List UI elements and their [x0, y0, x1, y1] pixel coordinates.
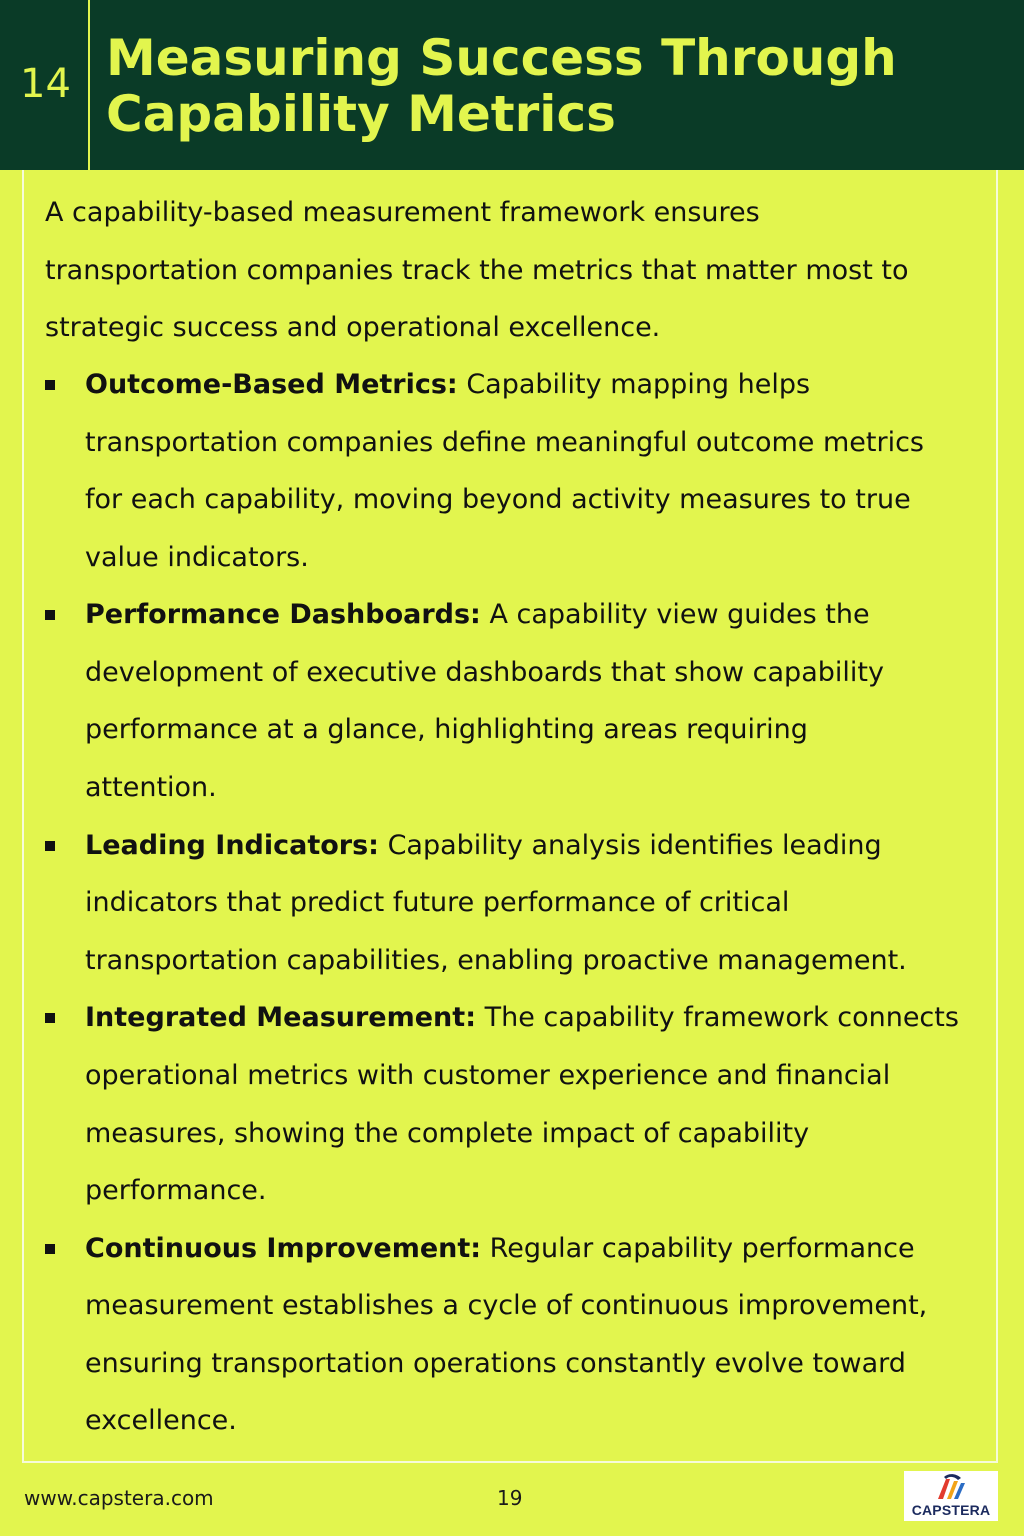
square-bullet-icon [45, 1013, 55, 1023]
bullet-5-line-2: measurement establishes a cycle of continuous improvement, [85, 1290, 928, 1321]
bullet-3-line-2: indicators that predict future performance of critical [85, 887, 790, 918]
logo-text: CAPSTERA [911, 1502, 991, 1518]
page-title-line-1: Measuring Success Through [106, 29, 897, 87]
bullet-5-line-1 [85, 1220, 915, 1278]
bullet-2-line-3: performance at a glance, highlighting areas requiring [85, 714, 808, 745]
bullet-3-first: Capability analysis identifies leading [378, 830, 882, 861]
bullet-5-line-4: excellence. [85, 1405, 237, 1436]
bullet-2-line-4: attention. [85, 772, 217, 803]
bullet-1-first: Capability mapping helps [457, 369, 811, 400]
bullet-4-label: Integrated Measurement: [85, 1002, 476, 1033]
bullet-2-first: A capability view guides the [480, 599, 870, 630]
bullet-4-line-3: measures, showing the complete impact of capability [85, 1118, 810, 1149]
bullet-5-line-3: ensuring transportation operations constantly evolve toward [85, 1348, 906, 1379]
capstera-logo-icon [934, 1473, 968, 1501]
page-header [0, 0, 1024, 170]
bullet-5-first: Regular capability performance [481, 1233, 915, 1264]
bullet-5-label: Continuous Improvement: [85, 1233, 482, 1264]
header-divider [88, 0, 90, 170]
bullet-4-line-4: performance. [85, 1175, 267, 1206]
bullet-1-line-4: value indicators. [85, 542, 309, 573]
bullet-2-label: Performance Dashboards: [85, 599, 481, 630]
square-bullet-icon [45, 1244, 55, 1254]
square-bullet-icon [45, 380, 55, 390]
bullet-4-line-1 [85, 989, 959, 1047]
bullet-4-first: The capability framework connects [476, 1002, 959, 1033]
bullet-3-label: Leading Indicators: [85, 830, 379, 861]
footer-website-link[interactable]: www.capstera.com [24, 1486, 214, 1510]
bullet-1-label: Outcome-Based Metrics: [85, 369, 458, 400]
bullet-2-line-1 [85, 586, 870, 644]
square-bullet-icon [45, 841, 55, 851]
bullet-1-line-2: transportation companies define meaningful outcome metrics [85, 427, 925, 458]
bullet-2-line-2: development of executive dashboards that show capability [85, 657, 884, 688]
intro-line-2: transportation companies track the metrics that matter most to [45, 255, 909, 286]
capstera-logo [904, 1471, 998, 1521]
bullet-4-line-2: operational metrics with customer experience and financial [85, 1060, 891, 1091]
bullet-1-line-1 [85, 356, 810, 414]
square-bullet-icon [45, 610, 55, 620]
page-title-line-2: Capability Metrics [106, 85, 616, 143]
section-number: 14 [20, 61, 71, 107]
page-number: 19 [497, 1486, 523, 1510]
intro-line-3: strategic success and operational excellence. [45, 312, 661, 343]
bullet-3-line-3: transportation capabilities, enabling proactive management. [85, 945, 907, 976]
intro-line-1: A capability-based measurement framework ensures [45, 197, 760, 228]
bullet-3-line-1 [85, 817, 882, 875]
bullet-1-line-3: for each capability, moving beyond activity measures to true [85, 484, 911, 515]
